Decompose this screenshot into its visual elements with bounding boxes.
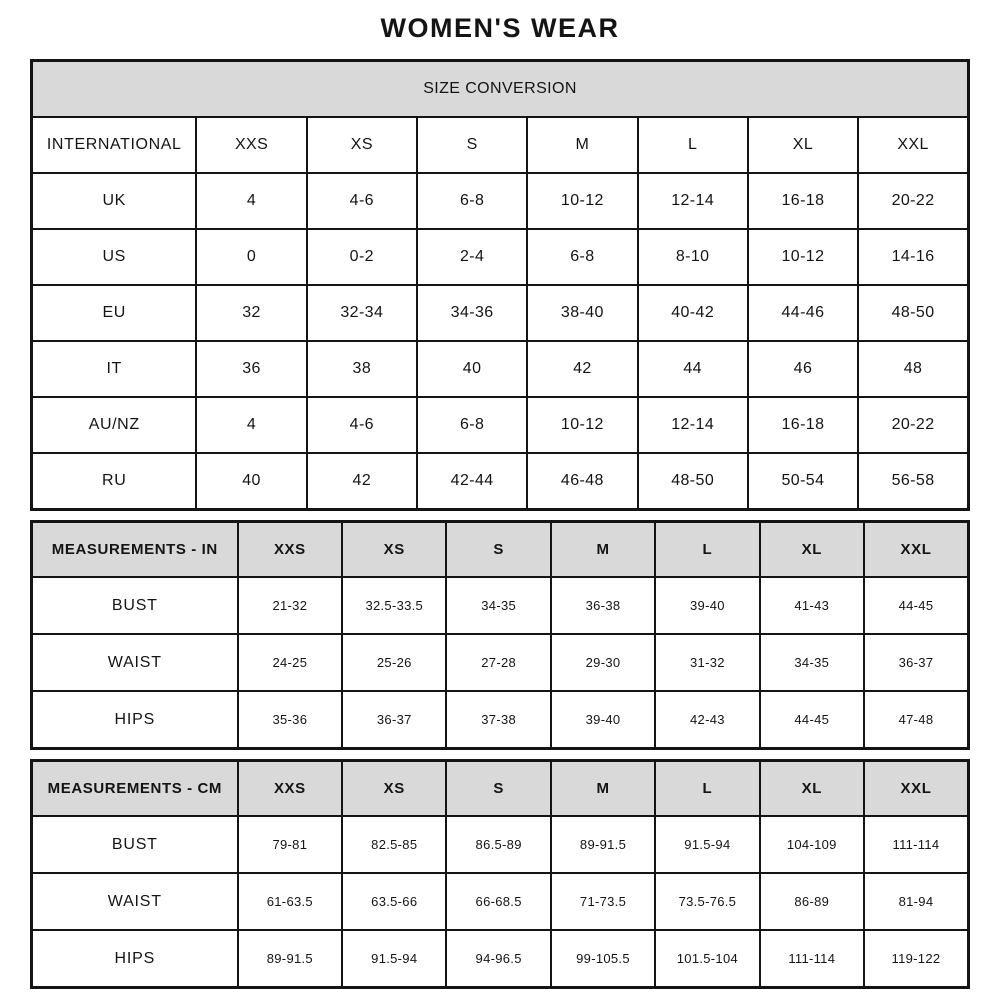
value-cell: 44-45 — [760, 691, 864, 749]
value-cell: 44 — [638, 341, 748, 397]
value-cell: 32.5-33.5 — [342, 577, 446, 634]
value-cell: 2-4 — [417, 229, 527, 285]
row-label-bust: BUST — [32, 577, 238, 634]
value-cell: 6-8 — [527, 229, 637, 285]
size-header-xxs: XXS — [238, 761, 342, 817]
value-cell: 111-114 — [760, 930, 864, 988]
value-cell: 101.5-104 — [655, 930, 759, 988]
table-row-us — [32, 229, 969, 285]
row-label-it: IT — [32, 341, 197, 397]
value-cell: 29-30 — [551, 634, 655, 691]
value-cell: 44-45 — [864, 577, 969, 634]
table-row-aunz — [32, 397, 969, 453]
table-row-it — [32, 341, 969, 397]
value-cell: 32 — [196, 285, 306, 341]
value-cell: 66-68.5 — [446, 873, 550, 930]
value-cell: 99-105.5 — [551, 930, 655, 988]
size-conversion-columns-row — [32, 117, 969, 173]
table-row-hips-in — [32, 691, 969, 749]
value-cell: 16-18 — [748, 173, 858, 229]
value-cell: 12-14 — [638, 173, 748, 229]
column-header-xl: XL — [748, 117, 858, 173]
value-cell: 34-35 — [760, 634, 864, 691]
value-cell: 40-42 — [638, 285, 748, 341]
table-row-eu — [32, 285, 969, 341]
value-cell: 25-26 — [342, 634, 446, 691]
column-header-s: S — [417, 117, 527, 173]
value-cell: 40 — [196, 453, 306, 510]
value-cell: 91.5-94 — [655, 816, 759, 873]
value-cell: 36-37 — [342, 691, 446, 749]
value-cell: 27-28 — [446, 634, 550, 691]
value-cell: 40 — [417, 341, 527, 397]
size-header-m: M — [551, 761, 655, 817]
value-cell: 89-91.5 — [551, 816, 655, 873]
value-cell: 12-14 — [638, 397, 748, 453]
value-cell: 21-32 — [238, 577, 342, 634]
value-cell: 61-63.5 — [238, 873, 342, 930]
column-header-xs: XS — [307, 117, 417, 173]
size-header-xs: XS — [342, 522, 446, 578]
table-row-waist-cm — [32, 873, 969, 930]
value-cell: 50-54 — [748, 453, 858, 510]
table-row-hips-cm — [32, 930, 969, 988]
value-cell: 94-96.5 — [446, 930, 550, 988]
size-header-s: S — [446, 761, 550, 817]
row-label-aunz: AU/NZ — [32, 397, 197, 453]
size-header-xxl: XXL — [864, 761, 969, 817]
value-cell: 16-18 — [748, 397, 858, 453]
row-label-uk: UK — [32, 173, 197, 229]
row-label-hips: HIPS — [32, 930, 238, 988]
value-cell: 4-6 — [307, 173, 417, 229]
value-cell: 56-58 — [858, 453, 968, 510]
value-cell: 91.5-94 — [342, 930, 446, 988]
row-label-waist: WAIST — [32, 634, 238, 691]
value-cell: 20-22 — [858, 173, 968, 229]
value-cell: 35-36 — [238, 691, 342, 749]
measurements-cm-header-row — [32, 761, 969, 817]
table-row-uk — [32, 173, 969, 229]
measurements-cm-header: MEASUREMENTS - CM — [32, 761, 238, 817]
value-cell: 4 — [196, 173, 306, 229]
value-cell: 37-38 — [446, 691, 550, 749]
value-cell: 36 — [196, 341, 306, 397]
value-cell: 36-37 — [864, 634, 969, 691]
value-cell: 42-44 — [417, 453, 527, 510]
value-cell: 10-12 — [527, 173, 637, 229]
size-header-xl: XL — [760, 761, 864, 817]
value-cell: 86.5-89 — [446, 816, 550, 873]
value-cell: 46-48 — [527, 453, 637, 510]
value-cell: 44-46 — [748, 285, 858, 341]
row-label-waist: WAIST — [32, 873, 238, 930]
row-label-bust: BUST — [32, 816, 238, 873]
measurements-in-table — [30, 520, 970, 750]
value-cell: 39-40 — [655, 577, 759, 634]
value-cell: 8-10 — [638, 229, 748, 285]
value-cell: 71-73.5 — [551, 873, 655, 930]
size-header-l: L — [655, 761, 759, 817]
value-cell: 42 — [527, 341, 637, 397]
value-cell: 47-48 — [864, 691, 969, 749]
size-header-m: M — [551, 522, 655, 578]
value-cell: 34-35 — [446, 577, 550, 634]
value-cell: 34-36 — [417, 285, 527, 341]
row-label-eu: EU — [32, 285, 197, 341]
value-cell: 24-25 — [238, 634, 342, 691]
row-label-ru: RU — [32, 453, 197, 510]
size-header-xxs: XXS — [238, 522, 342, 578]
column-header-m: M — [527, 117, 637, 173]
value-cell: 73.5-76.5 — [655, 873, 759, 930]
row-label-hips: HIPS — [32, 691, 238, 749]
value-cell: 48-50 — [638, 453, 748, 510]
value-cell: 38-40 — [527, 285, 637, 341]
column-header-international: INTERNATIONAL — [32, 117, 197, 173]
value-cell: 79-81 — [238, 816, 342, 873]
value-cell: 36-38 — [551, 577, 655, 634]
measurements-in-header-row — [32, 522, 969, 578]
size-header-xxl: XXL — [864, 522, 969, 578]
value-cell: 111-114 — [864, 816, 969, 873]
value-cell: 10-12 — [527, 397, 637, 453]
value-cell: 14-16 — [858, 229, 968, 285]
value-cell: 6-8 — [417, 173, 527, 229]
size-header-xs: XS — [342, 761, 446, 817]
size-header-l: L — [655, 522, 759, 578]
size-conversion-table — [30, 59, 970, 511]
value-cell: 31-32 — [655, 634, 759, 691]
value-cell: 86-89 — [760, 873, 864, 930]
table-row-waist-in — [32, 634, 969, 691]
row-label-us: US — [32, 229, 197, 285]
size-header-s: S — [446, 522, 550, 578]
column-header-l: L — [638, 117, 748, 173]
value-cell: 89-91.5 — [238, 930, 342, 988]
measurements-cm-table — [30, 759, 970, 989]
value-cell: 4-6 — [307, 397, 417, 453]
value-cell: 32-34 — [307, 285, 417, 341]
value-cell: 41-43 — [760, 577, 864, 634]
value-cell: 10-12 — [748, 229, 858, 285]
value-cell: 81-94 — [864, 873, 969, 930]
value-cell: 4 — [196, 397, 306, 453]
page-title: WOMEN'S WEAR — [380, 13, 620, 43]
value-cell: 39-40 — [551, 691, 655, 749]
value-cell: 82.5-85 — [342, 816, 446, 873]
table-row-bust-cm — [32, 816, 969, 873]
value-cell: 0 — [196, 229, 306, 285]
size-conversion-header: SIZE CONVERSION — [32, 61, 969, 118]
value-cell: 48-50 — [858, 285, 968, 341]
size-header-xl: XL — [760, 522, 864, 578]
column-header-xxs: XXS — [196, 117, 306, 173]
value-cell: 48 — [858, 341, 968, 397]
value-cell: 46 — [748, 341, 858, 397]
value-cell: 42 — [307, 453, 417, 510]
table-row-bust-in — [32, 577, 969, 634]
value-cell: 20-22 — [858, 397, 968, 453]
value-cell: 42-43 — [655, 691, 759, 749]
size-conversion-banner-row — [32, 61, 969, 118]
value-cell: 63.5-66 — [342, 873, 446, 930]
value-cell: 6-8 — [417, 397, 527, 453]
table-row-ru — [32, 453, 969, 510]
value-cell: 104-109 — [760, 816, 864, 873]
value-cell: 119-122 — [864, 930, 969, 988]
measurements-in-header: MEASUREMENTS - IN — [32, 522, 238, 578]
value-cell: 38 — [307, 341, 417, 397]
value-cell: 0-2 — [307, 229, 417, 285]
column-header-xxl: XXL — [858, 117, 968, 173]
